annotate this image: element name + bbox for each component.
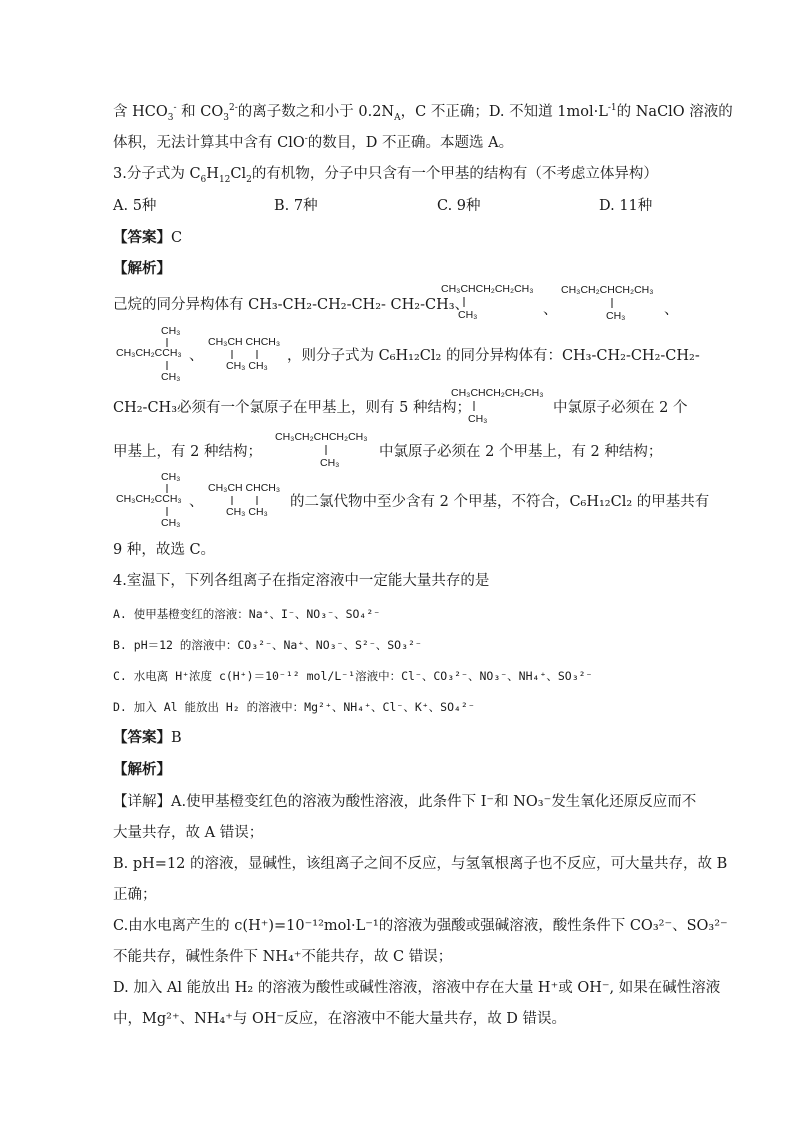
analysis-tag: 【解析】 [113,260,171,277]
formula-bottom: CH₃ [161,371,181,383]
text-run: Cl [230,166,247,182]
answer-line [113,228,182,248]
analysis-tag: 【解析】 [113,761,171,778]
text-run: 体积，无法计算其中含有 ClO [113,135,305,151]
formula-main: CH₃CH₂CCH₃ [116,347,182,359]
text-line: 不能共存，碱性条件下 NH₄⁺不能共存，故 C 错误； [113,949,453,965]
formula-main: CH₃CH₂CHCH₂CH₃ [561,284,654,296]
text-run: 的 NaClO 溶液的 [616,104,733,120]
text-line: 的二氯代物中至少含有 2 个甲基，不符合，C₆H₁₂Cl₂ 的甲基共有 [290,494,710,510]
answer-tag: 【答案】 [113,729,171,746]
separator: 、 [189,348,204,364]
formula-main: CH₃CH CHCH₃ [208,482,281,494]
text-line: 【详解】A.使甲基橙变红色的溶液为酸性溶液，此条件下 I⁻和 NO₃⁻发生氧化还原反应而不 [113,794,697,810]
text-line: 中氯原子必须在 2 个甲基上，有 2 种结构； [379,444,663,460]
text-line: 中，Mg²⁺、NH₄⁺与 OH⁻反应，在溶液中不能大量共存，故 D 错误。 [113,1011,567,1027]
text-run: 的数目，D 不正确。本题选 A。 [307,135,514,151]
text-line: 含 $HCO_3^-$ 和 $CO_3^{2-}$的离子数之和小于 $0.2N_A$，C 不正确；D. 不知道 $1mol\cdot L^{-1}$的 NaClO 溶液的 [113,103,733,123]
formula-sub: CH₃ [606,310,626,322]
formula-top: CH₃ [161,471,181,483]
structure-formula [116,326,196,386]
separator: 、 [189,494,204,510]
formula-sub: CH₃ [320,457,340,469]
answer-line [113,728,182,748]
text-line: CH₂-CH₃必须有一个氯原子在甲基上，则有 5 种结构； [113,400,471,416]
option-c: C. 水电离 H⁺浓度 c(H⁺)＝10⁻¹² mol/L⁻¹溶液中：Cl⁻、CO₃²⁻、NO₃⁻、NH₄⁺、SO₃²⁻ [113,669,593,683]
formula-main: CH₃CH CHCH₃ [208,336,281,348]
text-line: D. 加入 Al 能放出 H₂ 的溶液为酸性或碱性溶液，溶液中存在大量 H⁺或 OH⁻, 如果在碱性溶液 [113,980,721,996]
separator: 、 [543,302,558,318]
formula-main: CH₃CHCH₂CH₂CH₃ [451,387,544,399]
formula-sub: CH₃ [458,309,478,321]
structure-formula [208,483,298,523]
text-line: 9 种，故选 C。 [113,542,216,558]
option-a: A. 使甲基橙变红的溶液：Na⁺、I⁻、NO₃⁻、SO₄²⁻ [113,607,381,621]
option-b: B. 7种 [274,198,318,214]
option-d: D. 加入 Al 能放出 H₂ 的溶液中：Mg²⁺、NH₄⁺、Cl⁻、K⁺、SO₄²⁻ [113,700,475,714]
text-line: 己烷的同分异构体有 CH₃-CH₂-CH₂-CH₂- CH₂-CH₃、 [113,297,470,313]
formula-main: CH₃CH₂CHCH₂CH₃ [275,431,368,443]
question-stem: 3.分子式为 $C_6H_{12}Cl_2$的有机物，分子中只含有一个甲基的结构有（不考虑立体异构） [113,166,658,185]
text-line: 大量共存，故 A 错误； [113,825,264,841]
text-line: 中氯原子必须在 2 个 [553,400,688,416]
structure-formula [116,472,196,532]
text-line: ，则分子式为 C₆H₁₂Cl₂ 的同分异构体有：CH₃-CH₂-CH₂-CH₂- [287,348,700,364]
text-line: C.由水电离产生的 c(H⁺)=10⁻¹²mol·L⁻¹的溶液为强酸或强碱溶液，酸性条件下 CO₃²⁻、SO₃²⁻ [113,918,728,934]
text-run: H [206,166,219,182]
answer-value: B [171,730,182,746]
text-line: 体积，无法计算其中含有 ClO-的数目，D 不正确。本题选 A。 [113,134,514,151]
formula-sub: CH₃ CH₃ [226,506,268,518]
option-d: D. 11种 [599,198,653,214]
answer-value: C [171,230,183,246]
formula-main: CH₃CHCH₂CH₂CH₃ [441,283,534,295]
text-line: 甲基上，有 2 种结构； [113,444,262,460]
text-run: 和 CO [181,104,224,120]
formula-top: CH₃ [161,325,181,337]
structure-formula [561,285,671,325]
structure-formula [208,337,298,377]
answer-tag: 【答案】 [113,229,171,246]
option-a: A. 5种 [113,198,157,214]
text-line: B. pH=12 的溶液，显碱性，该组离子之间不反应，与氢氧根离子也不反应，可大量共存，故 B [113,856,728,872]
option-b: B. pH＝12 的溶液中：CO₃²⁻、Na⁺、NO₃⁻、S²⁻、SO₃²⁻ [113,638,422,652]
structure-formula [275,432,385,472]
separator: 、 [664,302,679,318]
text-line: 正确； [113,887,157,903]
formula-sub: CH₃ CH₃ [226,360,268,372]
text-run: 含 HCO [113,104,168,120]
formula-bottom: CH₃ [161,517,181,529]
structure-formula [451,388,561,428]
structure-formula [441,284,551,324]
text-run: 3.分子式为 C [113,166,201,182]
text-run: 的有机物，分子中只含有一个甲基的结构有（不考虑立体异构） [251,166,658,182]
option-c: C. 9种 [437,198,481,214]
formula-main: CH₃CH₂CCH₃ [116,493,182,505]
formula-sub: CH₃ [468,413,488,425]
text-run: 的离子数之和小于 0.2N [237,104,395,120]
text-run: ，C 不正确；D. 不知道 1mol·L [400,104,608,120]
question-stem: 4.室温下，下列各组离子在指定溶液中一定能大量共存的是 [113,573,490,589]
